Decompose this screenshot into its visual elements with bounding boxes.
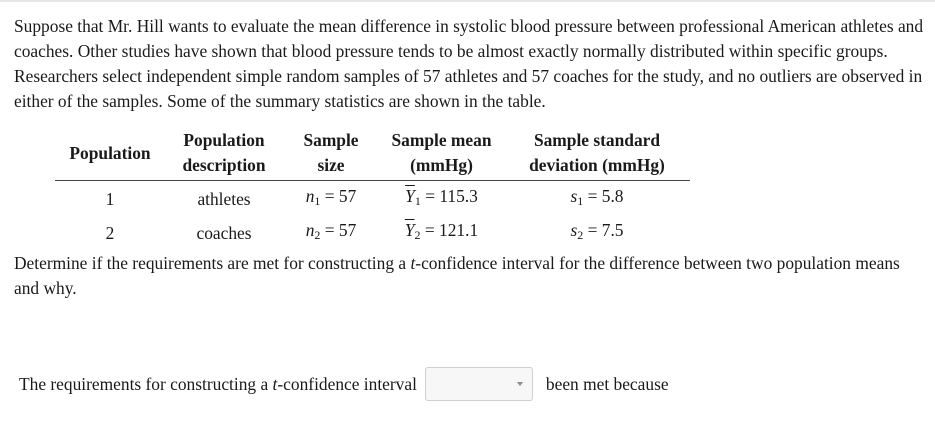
header-population: Population [55,128,165,181]
answer-suffix: been met because [545,373,669,394]
cell-description: athletes [197,188,251,209]
answer-sentence [19,366,669,402]
table-row [55,181,690,217]
question-prompt: Determine if the requirements are met for constructing a t-confidence interval for the difference between two population means and why. [14,253,900,298]
top-divider [0,0,935,2]
table-header-row [55,128,690,181]
header-sample-sd: Sample standard deviation (mmHg) [504,128,690,181]
header-sample-size: Sample size [283,128,379,181]
cell-population: 2 [105,222,115,243]
answer-prefix: The requirements for constructing a t-confidence interval [19,373,417,394]
requirements-met-dropdown[interactable] [425,367,533,401]
header-sample-mean: Sample mean (mmHg) [379,128,504,181]
cell-population: 1 [105,188,115,209]
cell-sample-size: $n_2 = 57$ [305,220,357,242]
cell-sample-mean: $\overline{Y}_2 = 121.1$ [404,220,479,242]
question-intro: Suppose that Mr. Hill wants to evaluate the mean difference in systolic blood pressure between professional American athletes and coaches. Other studies have shown that blood pressure tends to be almost exactly normally distributed within specific groups. Researchers select independent simple random samples of 57 athletes and 57 coaches for the study, and no outliers are observed in either of the samples. Some of the summary statistics are shown in the table. [14,16,924,111]
header-population-description: Population description [165,128,283,181]
cell-sample-sd: $s_2 = 7.5$ [570,220,624,242]
cell-sample-sd: $s_1 = 5.8$ [570,186,624,208]
chevron-down-icon [517,382,523,386]
cell-sample-size: $n_1 = 57$ [305,186,357,208]
cell-description: coaches [196,222,252,243]
cell-sample-mean: $\overline{Y}_1 = 115.3$ [405,186,478,208]
table-row [55,216,690,250]
summary-statistics-table [55,128,690,250]
